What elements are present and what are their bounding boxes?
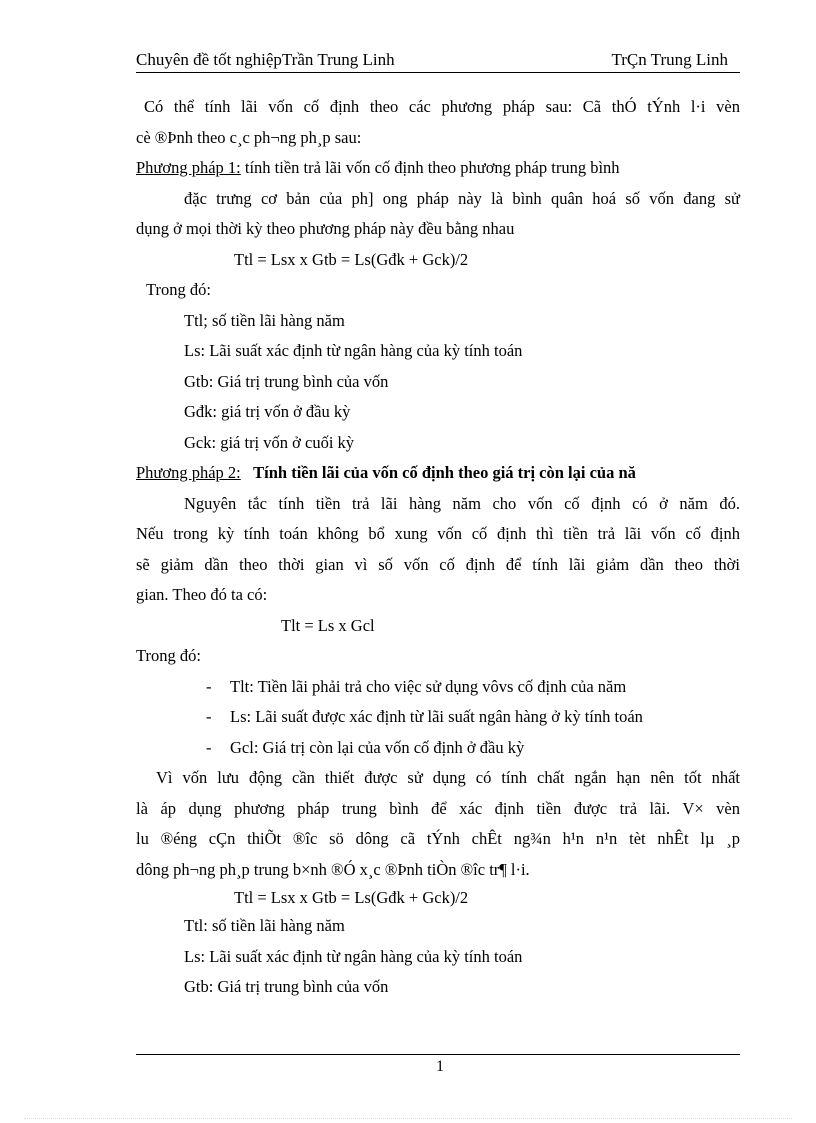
method-1-heading: Phương pháp 1: [136, 158, 241, 177]
definition-line: Gtb: Giá trị trung bình của vốn [184, 977, 389, 996]
definition-line: Ls: Lãi suất xác định từ ngân hàng của kỳ tính toán [184, 946, 523, 966]
bullet-item: - Gcl: Giá trị còn lại của vốn cố định ở đầu kỳ [206, 737, 525, 757]
definition-line: Gđk: giá trị vốn ở đầu kỳ [184, 402, 351, 421]
paragraph-line: dụng ở mọi thời kỳ theo phương pháp này đều bằng nhau [136, 219, 515, 238]
method-1-line: Phương pháp 1: tính tiền trả lãi vốn cố định theo phương pháp trung bình [136, 158, 620, 177]
method-2-title: Tính tiền lãi của vốn cố định theo giá trị còn lại của nă [253, 463, 636, 482]
method-2-line [136, 458, 740, 489]
paragraph-line: cè ®Þnh theo c¸c ph¬ng ph¸p sau: [136, 127, 362, 147]
paragraph-line: dông ph¬ng ph¸p trung b×nh ®Ó x¸c ®Þnh tiÒn ®îc tr¶ l·i. [136, 859, 530, 879]
paragraph-line: Nguyên tắc tính tiền trả lãi hàng năm cho vốn cố định có ở năm đó. [184, 493, 740, 513]
paragraph-line: Trong đó: [136, 646, 201, 665]
definition-line: Gck: giá trị vốn ở cuối kỳ [184, 432, 355, 452]
definition-line: Ls: Lãi suất xác định từ ngân hàng của kỳ tính toán [184, 341, 523, 360]
header-left-text: Chuyên đề tốt nghiệpTrần Trung Linh [136, 50, 395, 69]
page-header [136, 48, 740, 73]
formula-line: Ttl = Lsx x Gtb = Ls(Gđk + Gck)/2 [234, 249, 469, 269]
formula-line: Tlt = Ls x Gcl [281, 615, 375, 635]
paragraph-line: Trong đó: [146, 280, 211, 299]
paragraph-line: đặc trưng cơ bản của ph] ong pháp này là bình quân hoá số vốn đang sử [184, 188, 740, 208]
paragraph-line: lu ®éng cÇn thiÕt ®îc sö dông cã tÝnh chÊt ng¾n h¹n n¹n tèt nhÊt lµ ¸p [136, 829, 740, 848]
paragraph-line: Có thể tính lãi vốn cố định theo các phương pháp sau: Cã thÓ tÝnh l·i vèn [144, 97, 740, 116]
definition-line: Gtb: Giá trị trung bình của vốn [184, 371, 389, 391]
paragraph-line: là áp dụng phương pháp trung bình để xác định tiền được trả lãi. V× vèn [136, 798, 740, 818]
bullet-item: - Tlt: Tiền lãi phải trả cho việc sử dụng vôvs cố định của năm [206, 676, 627, 696]
page-number: 1 [436, 1058, 444, 1075]
method-2-heading: Phương pháp 2: [136, 463, 241, 482]
document-body [136, 92, 740, 1003]
footer-divider [136, 1054, 740, 1055]
paragraph-line: gian. Theo đó ta có: [136, 585, 268, 604]
page-bottom-edge [24, 1118, 792, 1119]
bullet-item: - Ls: Lãi suất được xác định từ lãi suất ngân hàng ở kỳ tính toán [206, 707, 643, 726]
formula-line: Ttl = Lsx x Gtb = Ls(Gđk + Gck)/2 [234, 888, 469, 907]
definition-line: Ttl: số tiền lãi hàng năm [184, 916, 345, 935]
paragraph-line: Nếu trong kỳ tính toán không bổ xung vốn cố định thì tiền trả lãi vốn cố định [136, 524, 740, 543]
header-right-text: TrÇn Trung Linh [611, 50, 728, 69]
paragraph-line: Vì vốn lưu động cần thiết được sử dụng có tính chất ngắn hạn nên tốt nhất [156, 768, 740, 787]
definition-line: Ttl; số tiền lãi hàng năm [184, 310, 345, 330]
paragraph-line: sẽ giảm dần theo thời gian vì số vốn cố định để tính lãi giảm dần theo thời [136, 554, 740, 574]
